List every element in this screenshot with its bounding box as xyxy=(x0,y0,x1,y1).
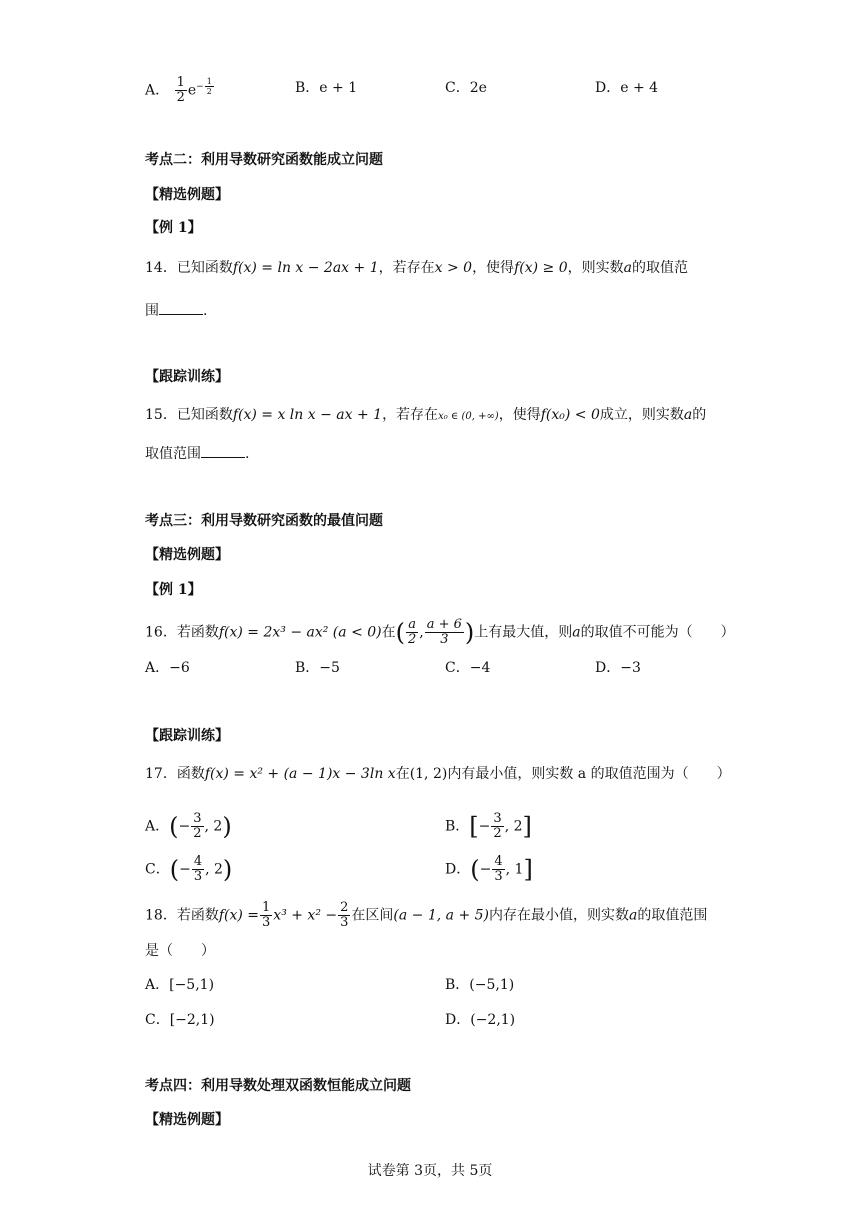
q18-option-b: B．(−5,1) xyxy=(445,977,515,993)
q13-option-d: D．e + 4 xyxy=(595,80,659,96)
section4-selected-heading: 【精选例题】 xyxy=(145,1112,229,1128)
page-footer: 试卷第 3页，共 5页 xyxy=(367,1163,493,1179)
q17-option-d: D．(− $\frac{4}{3}$ , 1] xyxy=(445,854,533,884)
question-15-line2: 取值范围 . xyxy=(145,443,249,464)
section2-title: 考点二：利用导数研究函数能成立问题 xyxy=(145,152,383,168)
q16-option-a: A．−6 xyxy=(145,660,190,676)
question-15: 15．已知函数f(x) = x ln x − ax + 1，若存在x₀ ∈ (0, +∞)，使得f(x₀) < 0成立，则实数a的 xyxy=(145,407,707,423)
q13-option-b: B．e + 1 xyxy=(295,80,358,96)
q17-option-a: A．(− $\frac{3}{2}$ , 2) xyxy=(145,811,232,841)
q16-option-d: D．−3 xyxy=(595,660,641,676)
section4-title: 考点四：利用导数处理双函数恒能成立问题 xyxy=(145,1078,411,1094)
answer-blank xyxy=(159,300,203,315)
q16-option-c: C．−4 xyxy=(445,660,491,676)
question-17: 17．函数f(x) = x² + (a − 1)x − 3ln x在(1, 2)内有最小值，则实数 a 的取值范围为（ ） xyxy=(145,766,731,782)
section2-example-heading: 【例 1】 xyxy=(145,220,202,236)
q18-option-c: C．[−2,1) xyxy=(145,1012,215,1028)
section3-selected-heading: 【精选例题】 xyxy=(145,547,229,563)
q18-option-a: A．[−5,1) xyxy=(145,977,215,993)
section3-title: 考点三：利用导数研究函数的最值问题 xyxy=(145,513,383,529)
q18-option-d: D．(−2,1) xyxy=(445,1012,516,1028)
section2-follow-heading: 【跟踪训练】 xyxy=(145,369,229,385)
q13-option-a: A． $\frac{1}{2}$ $e^{- \frac{1}{2}}$ xyxy=(145,75,212,105)
question-18-line2: 是（ ） xyxy=(145,943,215,959)
question-18: 18．若函数f(x) = $\frac{1}{3}$ x³ + x² − $\frac{2}{3}$ 在区间(a − 1, a + 5)内存在最小值，则实数a的取值范围 xyxy=(145,900,708,930)
question-16: 16．若函数f(x) = 2x³ − ax² (a < 0)在( $\frac{a}{2}$ , $\frac{a + 6}{3}$ )上有最大值，则a的取值不可能为（ ） xyxy=(145,617,735,647)
section2-selected-heading: 【精选例题】 xyxy=(145,187,229,203)
q16-option-b: B．−5 xyxy=(295,660,340,676)
question-14: 14．已知函数f(x) = ln x − 2ax + 1，若存在x > 0，使得f(x) ≥ 0，则实数a的取值范 xyxy=(145,260,688,276)
section3-example-heading: 【例 1】 xyxy=(145,582,202,598)
question-14-line2: 围 . xyxy=(145,300,207,321)
q13-option-c: C．2e xyxy=(445,80,487,96)
answer-blank xyxy=(201,443,245,458)
section3-follow-heading: 【跟踪训练】 xyxy=(145,728,229,744)
q17-option-b: B．[− $\frac{3}{2}$ , 2] xyxy=(445,811,532,841)
q17-option-c: C．(− $\frac{4}{3}$ , 2) xyxy=(145,854,233,884)
